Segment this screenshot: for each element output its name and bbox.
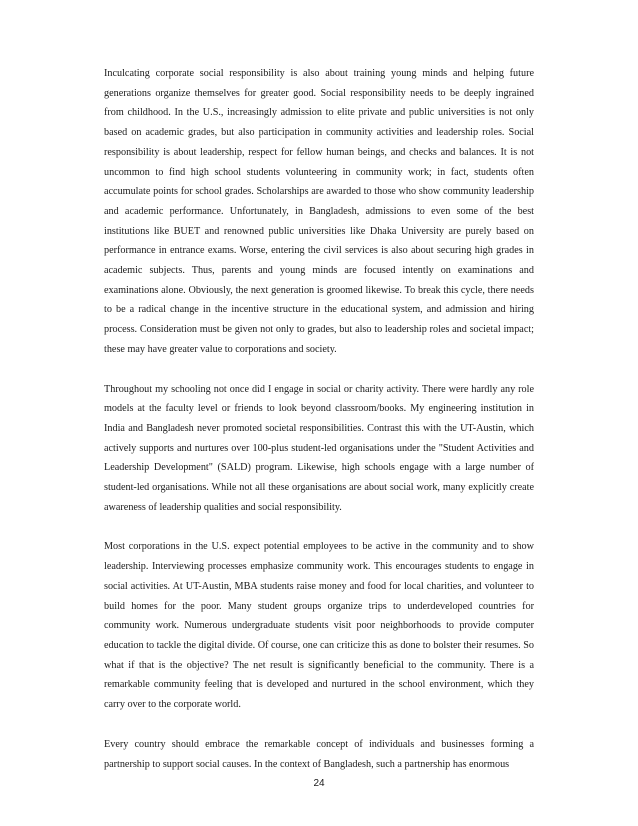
paragraph-2: Throughout my schooling not once did I engage in social or charity activity. There were hardly any role models at the faculty level or friends to look beyond classroom/books. My engineering institution in India and Bangladesh never promoted societal responsibilities. Contrast this with the UT-Austin, which actively supports and nurtures over 100-plus student-led organisations under the "Student Activities and Leadership Development" (SALD) program. Likewise, high schools engage with a large number of student-led organisations. While not all these organisations are about social work, many explicitly create awareness of leadership qualities and social responsibility.: [104, 383, 534, 513]
paragraph-4: Every country should embrace the remarkable concept of individuals and businesses forming a partnership to support social causes. In the context of Bangladesh, such a partnership has enormous: [104, 738, 534, 770]
document-body: [104, 64, 534, 794]
paragraph-1: Inculcating corporate social responsibility is also about training young minds and helping future generations organize themselves for greater good. Social responsibility needs to be deeply ingrained from childhood. In the U.S., increasingly admission to elite private and public universities is not only based on academic grades, but also participation in community activities and leadership roles. Social responsibility is about leadership, respect for fellow human beings, and checks and balances. It is not uncommon to find high school students volunteering in community work; in fact, students often accumulate points for school grades. Scholarships are awarded to those who show community leadership and academic performance. Unfortunately, in Bangladesh, admissions to even some of the best institutions like BUET and renowned public universities like Dhaka University are purely based on performance in entrance exams. Worse, entering the civil services is also about securing high grades in academic subjects. Thus, parents and young minds are focused intently on examinations and examinations alone. Obviously, the next generation is groomed likewise. To break this cycle, there needs to be a radical change in the incentive structure in the educational system, and admission and hiring process. Consideration must be given not only to grades, but also to leadership roles and societal impact; these may have greater value to corporations and society.: [104, 68, 534, 355]
page-number: 24: [313, 778, 325, 789]
paragraph-3: Most corporations in the U.S. expect potential employees to be active in the community and to show leadership. Interviewing processes emphasize community work. This encourages students to engage in social activities. At UT-Austin, MBA students raise money and food for local charities, and volunteer to build homes for the poor. Many student groups organize trips to underdeveloped countries for community work. Numerous undergraduate students visit poor neighborhoods to provide computer education to tackle the digital divide. Of course, one can criticize this as done to bolster their resumes. So what if that is the objective? The net result is significantly beneficial to the community. There is a remarkable community feeling that is developed and nurtured in the school environment, which they carry over to the corporate world.: [104, 541, 534, 711]
